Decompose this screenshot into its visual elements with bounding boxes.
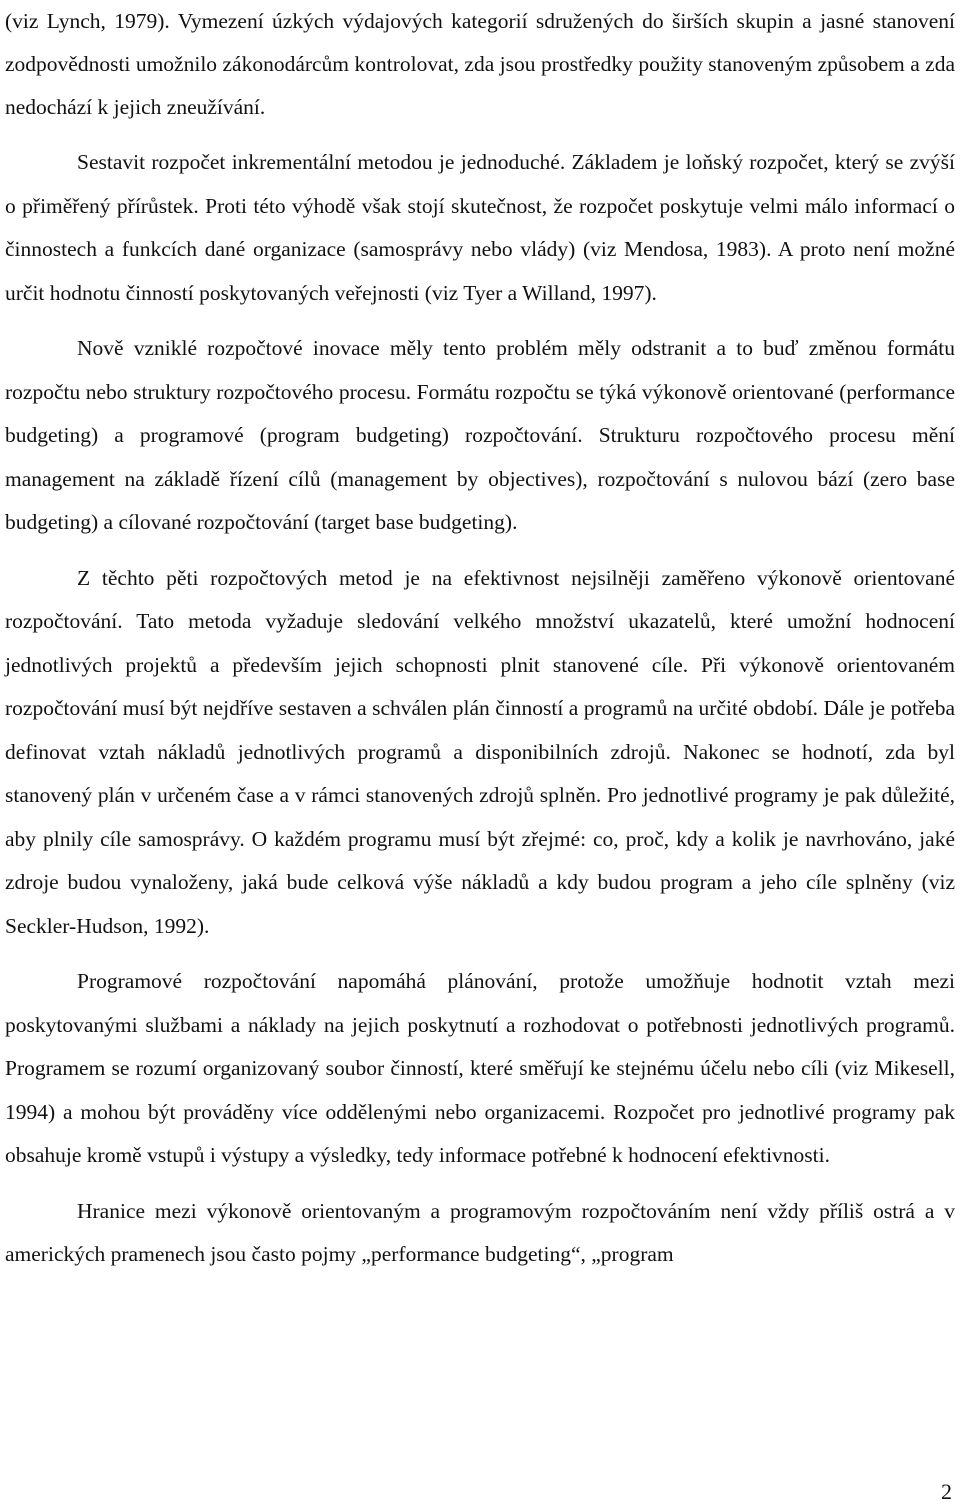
paragraph-program-budgeting: Programové rozpočtování napomáhá plánování, protože umožňuje hodnotit vztah mezi poskytovanými službami a náklady na jejich poskytnutí a rozhodovat o potřebnosti jednotlivých programů. Programem se rozumí organizovaný soubor činností, které směřují ke stejnému účelu nebo cíli (viz Mikesell, 1994) a mohou být prováděny více oddělenými nebo organizacemi. Rozpočet pro jednotlivé programy pak obsahuje kromě vstupů i výstupy a výsledky, tedy informace potřebné k hodnocení efektivnosti.	[5, 969, 955, 1167]
paragraph-boundary: Hranice mezi výkonově orientovaným a programovým rozpočtováním není vždy příliš ostrá a v amerických pramenech jsou často pojmy „performance budgeting“, „program	[5, 1198, 955, 1266]
paragraph-continuation: (viz Lynch, 1979). Vymezení úzkých výdajových kategorií sdružených do širších skupin a jasné stanovení zodpovědnosti umožnilo zákonodárcům kontrolovat, zda jsou prostředky použity stanoveným způsobem a zda nedochází k jejich zneužívání.	[5, 9, 955, 119]
paragraph-incremental-budgeting: Sestavit rozpočet inkrementální metodou je jednoduché. Základem je loňský rozpočet, který se zvýší o přiměřený přírůstek. Proti této výhodě však stojí skutečnost, že rozpočet poskytuje velmi málo informací o činnostech a funkcích dané organizace (samosprávy nebo vlády) (viz Mendosa, 1983). A proto není možné určit hodnotu činností poskytovaných veřejnosti (viz Tyer a Willand, 1997).	[5, 150, 955, 305]
paragraph-budget-innovations: Nově vzniklé rozpočtové inovace měly tento problém měly odstranit a to buď změnou formátu rozpočtu nebo struktury rozpočtového procesu. Formátu rozpočtu se týká výkonově orientované (performance budgeting) a programové (program budgeting) rozpočtování. Strukturu rozpočtového procesu mění management na základě řízení cílů (management by objectives), rozpočtování s nulovou bází (zero base budgeting) a cílované rozpočtování (target base budgeting).	[5, 336, 955, 534]
document-body	[5, 0, 955, 1277]
paragraph-performance-budgeting: Z těchto pěti rozpočtových metod je na efektivnost nejsilněji zaměřeno výkonově orientované rozpočtování. Tato metoda vyžaduje sledování velkého množství ukazatelů, které umožní hodnocení jednotlivých projektů a především jejich schopnosti plnit stanovené cíle. Při výkonově orientovaném rozpočtování musí být nejdříve sestaven a schválen plán činností a programů na určité období. Dále je potřeba definovat vztah nákladů jednotlivých programů a disponibilních zdrojů. Nakonec se hodnotí, zda byl stanovený plán v určeném čase a v rámci stanovených zdrojů splněn. Pro jednotlivé programy je pak důležité, aby plnily cíle samosprávy. O každém programu musí být zřejmé: co, proč, kdy a kolik je navrhováno, jaké zdroje budou vynaloženy, jaká bude celková výše nákladů a kdy budou program a jeho cíle splněny (viz Seckler-Hudson, 1992).	[5, 565, 955, 938]
page-number: 2	[941, 1479, 952, 1504]
